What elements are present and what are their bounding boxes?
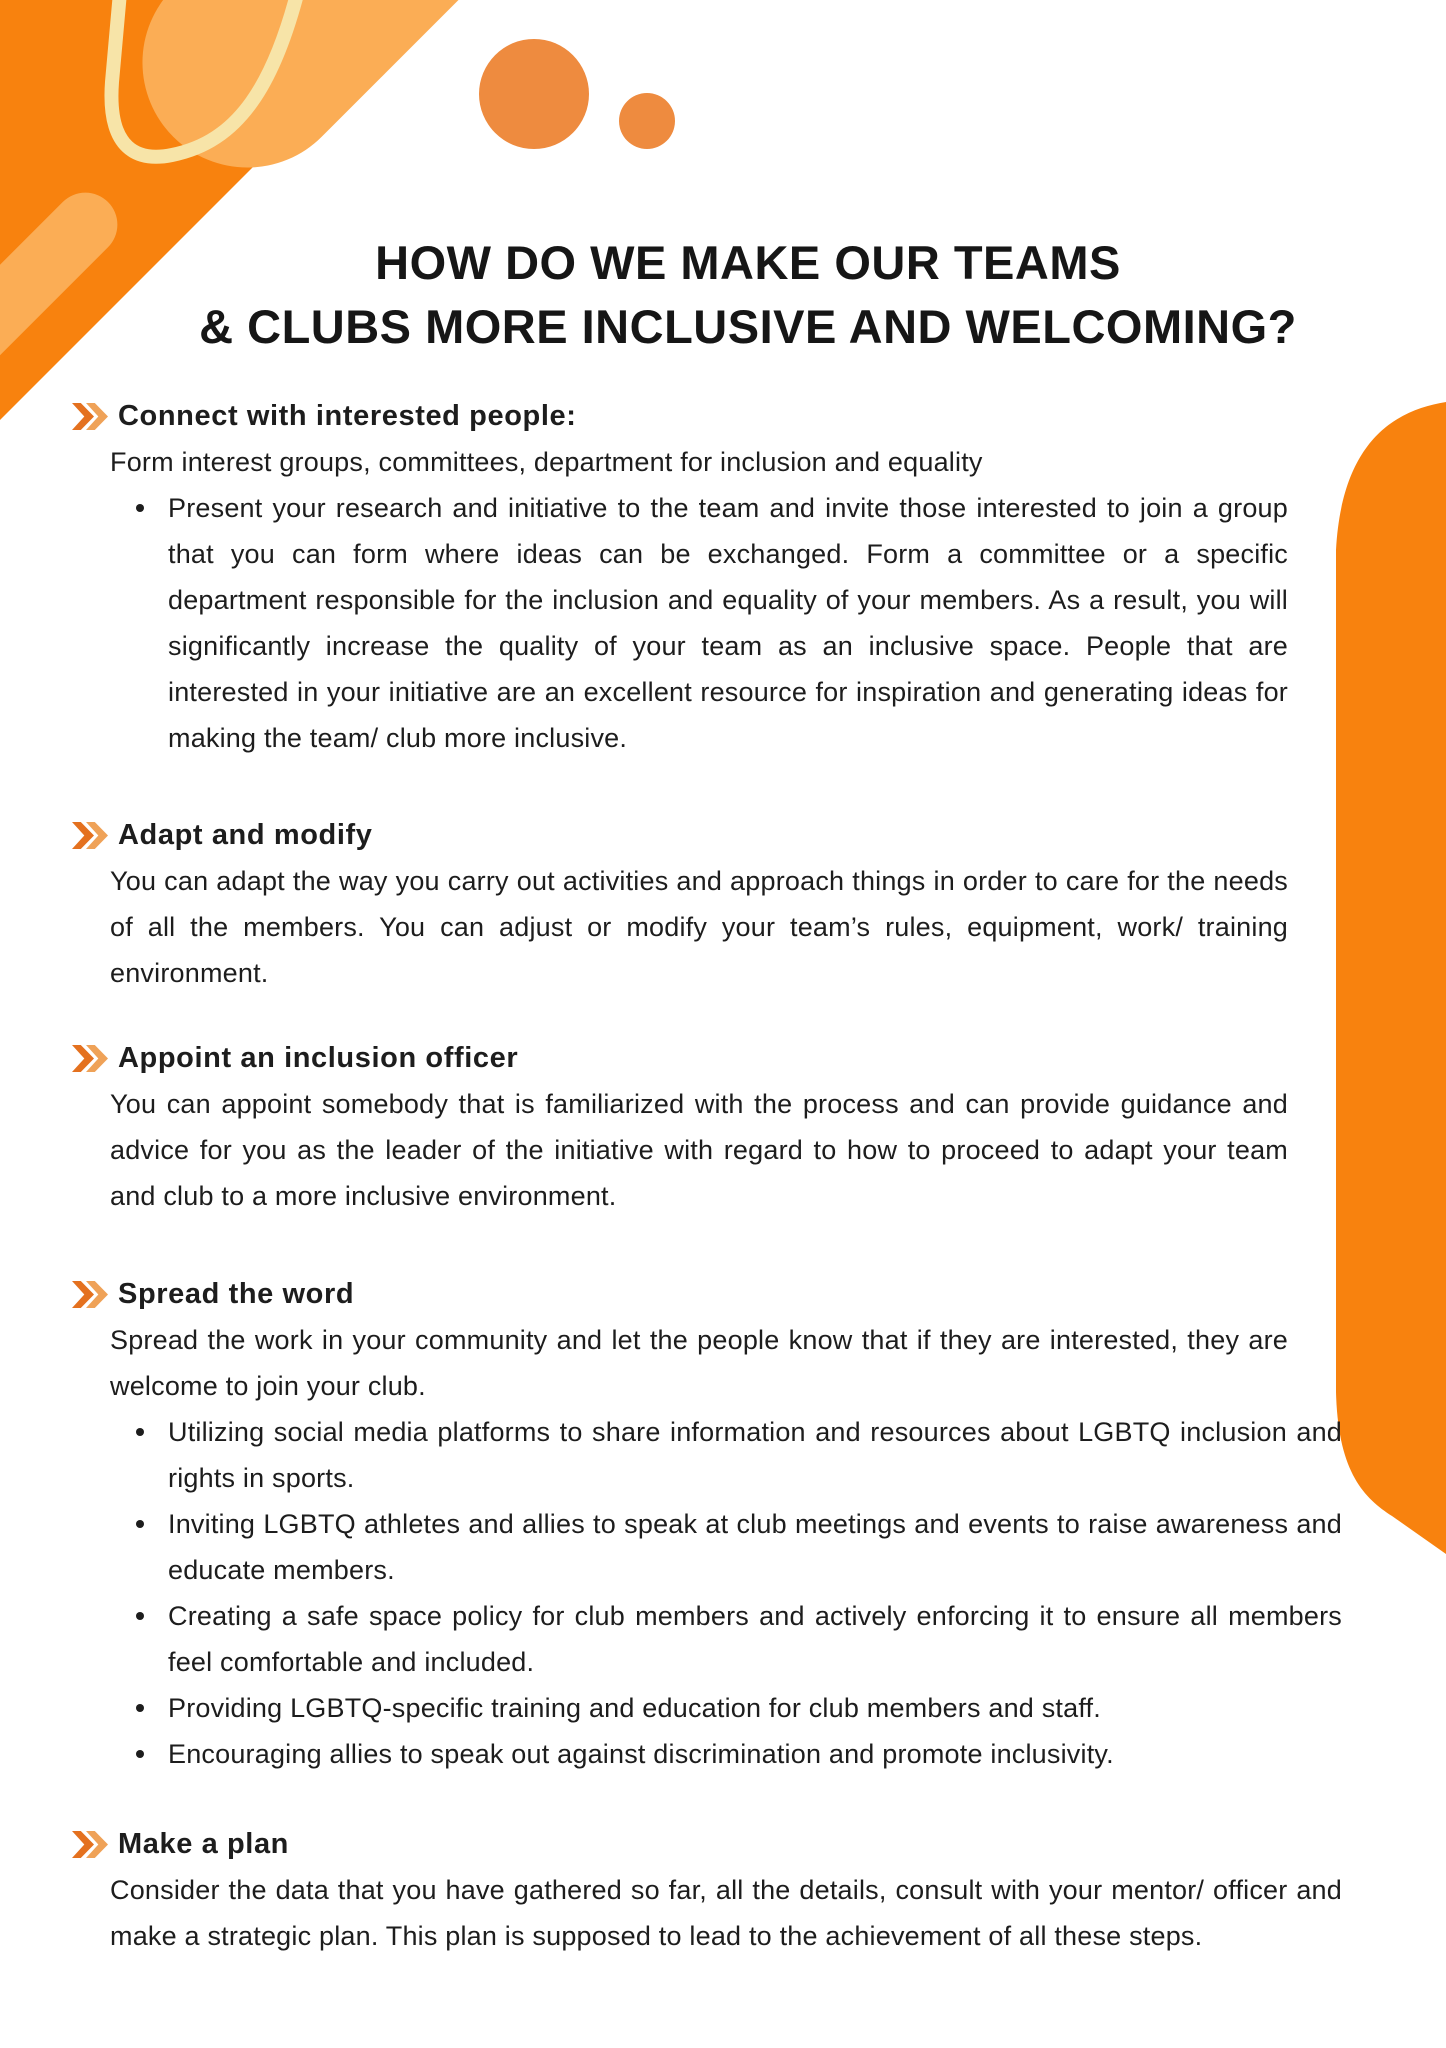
section-intro: Form interest groups, committees, department for inclusion and equality bbox=[110, 447, 983, 478]
sections-wrapper bbox=[0, 393, 1446, 1959]
list-item bbox=[72, 1685, 1342, 1731]
bullet-dot-icon bbox=[136, 1428, 144, 1436]
page-title-line2: & CLUBS MORE INCLUSIVE AND WELCOMING? bbox=[199, 300, 1297, 354]
list-item bbox=[72, 1731, 1342, 1777]
bullet-dot-icon bbox=[136, 1612, 144, 1620]
bullet-text: Encouraging allies to speak out against discrimination and promote inclusivity. bbox=[168, 1739, 1114, 1770]
list-item bbox=[72, 485, 1288, 761]
section-plan bbox=[72, 1821, 1342, 1959]
section-heading-row bbox=[72, 812, 1288, 858]
bullet-text: Utilizing social media platforms to share information and resources about LGBTQ inclusion and rights in sports. bbox=[168, 1417, 1342, 1494]
section-heading: Appoint an inclusion officer bbox=[118, 1041, 519, 1074]
double-chevron-right-icon bbox=[72, 1831, 109, 1858]
section-heading: Make a plan bbox=[118, 1827, 289, 1860]
section-heading-row bbox=[72, 1035, 1288, 1081]
section-adapt bbox=[72, 812, 1288, 996]
bullet-dot-icon bbox=[136, 1704, 144, 1712]
section-heading: Adapt and modify bbox=[118, 818, 373, 851]
page-title-line1: HOW DO WE MAKE OUR TEAMS bbox=[375, 236, 1121, 290]
page-title bbox=[0, 31, 1446, 359]
list-item bbox=[72, 1409, 1342, 1501]
bullet-text: Present your research and initiative to the team and invite those interested to join a group that you can form where ideas can be exchanged. Form a committee or a specific department responsible for the inclusion and equality of your members. As a result, you will significantly increase the quality of your team as an inclusive space. People that are interested in your initiative are an excellent resource for inspiration and generating ideas for making the team/ club more inclusive. bbox=[168, 493, 1288, 754]
section-intro: Spread the work in your community and let the people know that if they are interested, they are welcome to join your club. bbox=[110, 1325, 1288, 1402]
bullet-text: Inviting LGBTQ athletes and allies to speak at club meetings and events to raise awareness and educate members. bbox=[168, 1509, 1342, 1586]
section-spread bbox=[72, 1271, 1342, 1777]
bullet-text: Providing LGBTQ-specific training and education for club members and staff. bbox=[168, 1693, 1101, 1724]
bullet-list bbox=[72, 485, 1288, 761]
double-chevron-right-icon bbox=[72, 1045, 109, 1072]
section-heading-row bbox=[72, 1271, 1288, 1317]
bullet-dot-icon bbox=[136, 504, 144, 512]
bullet-dot-icon bbox=[136, 1520, 144, 1528]
section-heading: Connect with interested people: bbox=[118, 399, 577, 432]
list-item bbox=[72, 1501, 1342, 1593]
section-body: You can adapt the way you carry out activities and approach things in order to care for the needs of all the members. You can adjust or modify your team’s rules, equipment, work/ training environment. bbox=[110, 866, 1288, 989]
section-appoint bbox=[72, 1035, 1288, 1219]
section-heading: Spread the word bbox=[118, 1277, 355, 1310]
section-body: Consider the data that you have gathered so far, all the details, consult with your mentor/ officer and make a strategic plan. This plan is supposed to lead to the achievement of all these steps. bbox=[110, 1875, 1342, 1952]
bullet-dot-icon bbox=[136, 1750, 144, 1758]
section-heading-row bbox=[72, 393, 1288, 439]
double-chevron-right-icon bbox=[72, 1281, 109, 1308]
list-item bbox=[72, 1593, 1342, 1685]
bullet-text: Creating a safe space policy for club members and actively enforcing it to ensure all members feel comfortable and included. bbox=[168, 1601, 1342, 1678]
double-chevron-right-icon bbox=[72, 822, 109, 849]
double-chevron-right-icon bbox=[72, 403, 109, 430]
section-connect bbox=[72, 393, 1288, 761]
section-body: You can appoint somebody that is familiarized with the process and can provide guidance and advice for you as the leader of the initiative with regard to how to proceed to adapt your team and club to a more inclusive environment. bbox=[110, 1089, 1288, 1212]
bullet-list bbox=[72, 1409, 1342, 1777]
section-heading-row bbox=[72, 1821, 1342, 1867]
